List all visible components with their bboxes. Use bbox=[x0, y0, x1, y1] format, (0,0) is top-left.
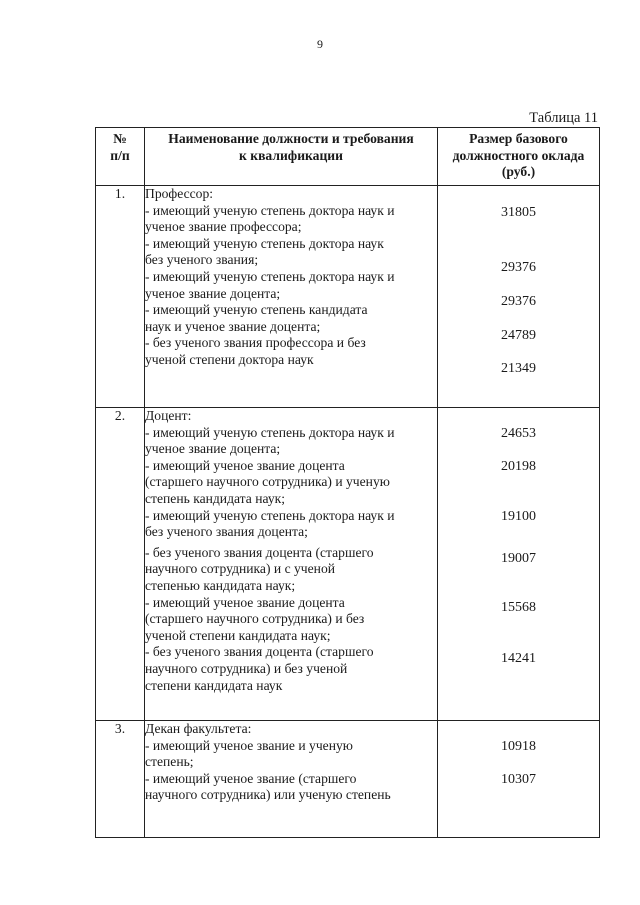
row-salaries bbox=[438, 408, 600, 721]
row-description bbox=[145, 408, 438, 721]
desc-line: - без ученого звания доцента (старшего bbox=[145, 644, 374, 660]
desc-line: научного сотрудника) и с ученой bbox=[145, 561, 336, 577]
desc-line: без ученого звания доцента; bbox=[145, 524, 308, 540]
desc-line: Профессор: bbox=[145, 186, 214, 201]
desc-line: ученой степени доктора наук bbox=[145, 351, 314, 367]
salary-value: 31805 bbox=[501, 205, 536, 220]
desc-line: - имеющий ученое звание и ученую bbox=[145, 737, 353, 753]
desc-line: - без ученого звания доцента (старшего bbox=[145, 544, 374, 560]
salary-value: 19100 bbox=[501, 509, 536, 524]
desc-line: - имеющий ученое звание (старшего bbox=[145, 770, 357, 786]
header-salary bbox=[438, 128, 600, 186]
table-row bbox=[96, 721, 600, 838]
desc-line: - имеющий ученое звание доцента bbox=[145, 457, 345, 473]
desc-line: степень кандидата наук; bbox=[145, 490, 286, 506]
header-num-line: № bbox=[113, 131, 127, 146]
desc-line: степени кандидата наук bbox=[145, 677, 283, 693]
table-row bbox=[96, 408, 600, 721]
desc-line: ученое звание доцента; bbox=[145, 285, 281, 301]
desc-line: - имеющий ученую степень кандидата bbox=[145, 302, 368, 318]
salary-value: 19007 bbox=[501, 551, 536, 566]
salary-value: 14241 bbox=[501, 651, 536, 666]
salary-value: 10918 bbox=[501, 739, 536, 754]
desc-line: ученое звание доцента; bbox=[145, 441, 281, 457]
header-num bbox=[96, 128, 145, 186]
salary-value: 10307 bbox=[501, 772, 536, 787]
salary-value: 24653 bbox=[501, 426, 536, 441]
page-number: 9 bbox=[317, 37, 323, 51]
desc-line: научного сотрудника) или ученую степень bbox=[145, 787, 391, 803]
table-row bbox=[96, 186, 600, 408]
desc-line: - имеющий ученое звание доцента bbox=[145, 594, 345, 610]
row-number: 1. bbox=[96, 186, 145, 408]
salary-table bbox=[95, 127, 600, 838]
desc-line: научного сотрудника) и без ученой bbox=[145, 660, 348, 676]
salary-value: 21349 bbox=[501, 361, 536, 376]
salary-value: 20198 bbox=[501, 459, 536, 474]
desc-line: (старшего научного сотрудника) и ученую bbox=[145, 474, 390, 490]
desc-line: - имеющий ученую степень доктора наук и bbox=[145, 507, 395, 523]
header-salary-line: (руб.) bbox=[501, 164, 536, 180]
desc-line: Декан факультета: bbox=[145, 721, 252, 736]
header-name bbox=[145, 128, 438, 186]
desc-line: наук и ученое звание доцента; bbox=[145, 318, 321, 334]
desc-line: ученое звание профессора; bbox=[145, 219, 302, 235]
desc-line: - имеющий ученую степень доктора наук и bbox=[145, 202, 395, 218]
row-number: 3. bbox=[96, 721, 145, 838]
desc-line: - имеющий ученую степень доктора наук и bbox=[145, 424, 395, 440]
table-label: Таблица 11 bbox=[529, 110, 598, 126]
salary-value: 24789 bbox=[501, 328, 536, 343]
salary-value: 29376 bbox=[501, 260, 536, 275]
desc-line: (старшего научного сотрудника) и без bbox=[145, 611, 365, 627]
header-name-line: к квалификации bbox=[239, 147, 343, 163]
header-num-line: п/п bbox=[110, 147, 130, 163]
desc-line: - без ученого звания профессора и без bbox=[145, 335, 366, 351]
row-description bbox=[145, 186, 438, 408]
desc-line: ученой степени кандидата наук; bbox=[145, 627, 331, 643]
header-salary-line: должностного оклада bbox=[452, 147, 585, 163]
header-name-line: Наименование должности и требования bbox=[168, 131, 414, 146]
salary-value: 15568 bbox=[501, 600, 536, 615]
row-number: 2. bbox=[96, 408, 145, 721]
desc-line: - имеющий ученую степень доктора наук bbox=[145, 235, 384, 251]
row-salaries bbox=[438, 721, 600, 838]
table-header-row bbox=[96, 128, 600, 186]
desc-line: степенью кандидата наук; bbox=[145, 577, 296, 593]
desc-line: без ученого звания; bbox=[145, 252, 259, 268]
desc-line: - имеющий ученую степень доктора наук и bbox=[145, 268, 395, 284]
desc-line: степень; bbox=[145, 754, 194, 770]
salary-value: 29376 bbox=[501, 294, 536, 309]
row-description bbox=[145, 721, 438, 838]
row-salaries bbox=[438, 186, 600, 408]
desc-line: Доцент: bbox=[145, 408, 192, 423]
header-salary-line: Размер базового bbox=[469, 131, 568, 146]
